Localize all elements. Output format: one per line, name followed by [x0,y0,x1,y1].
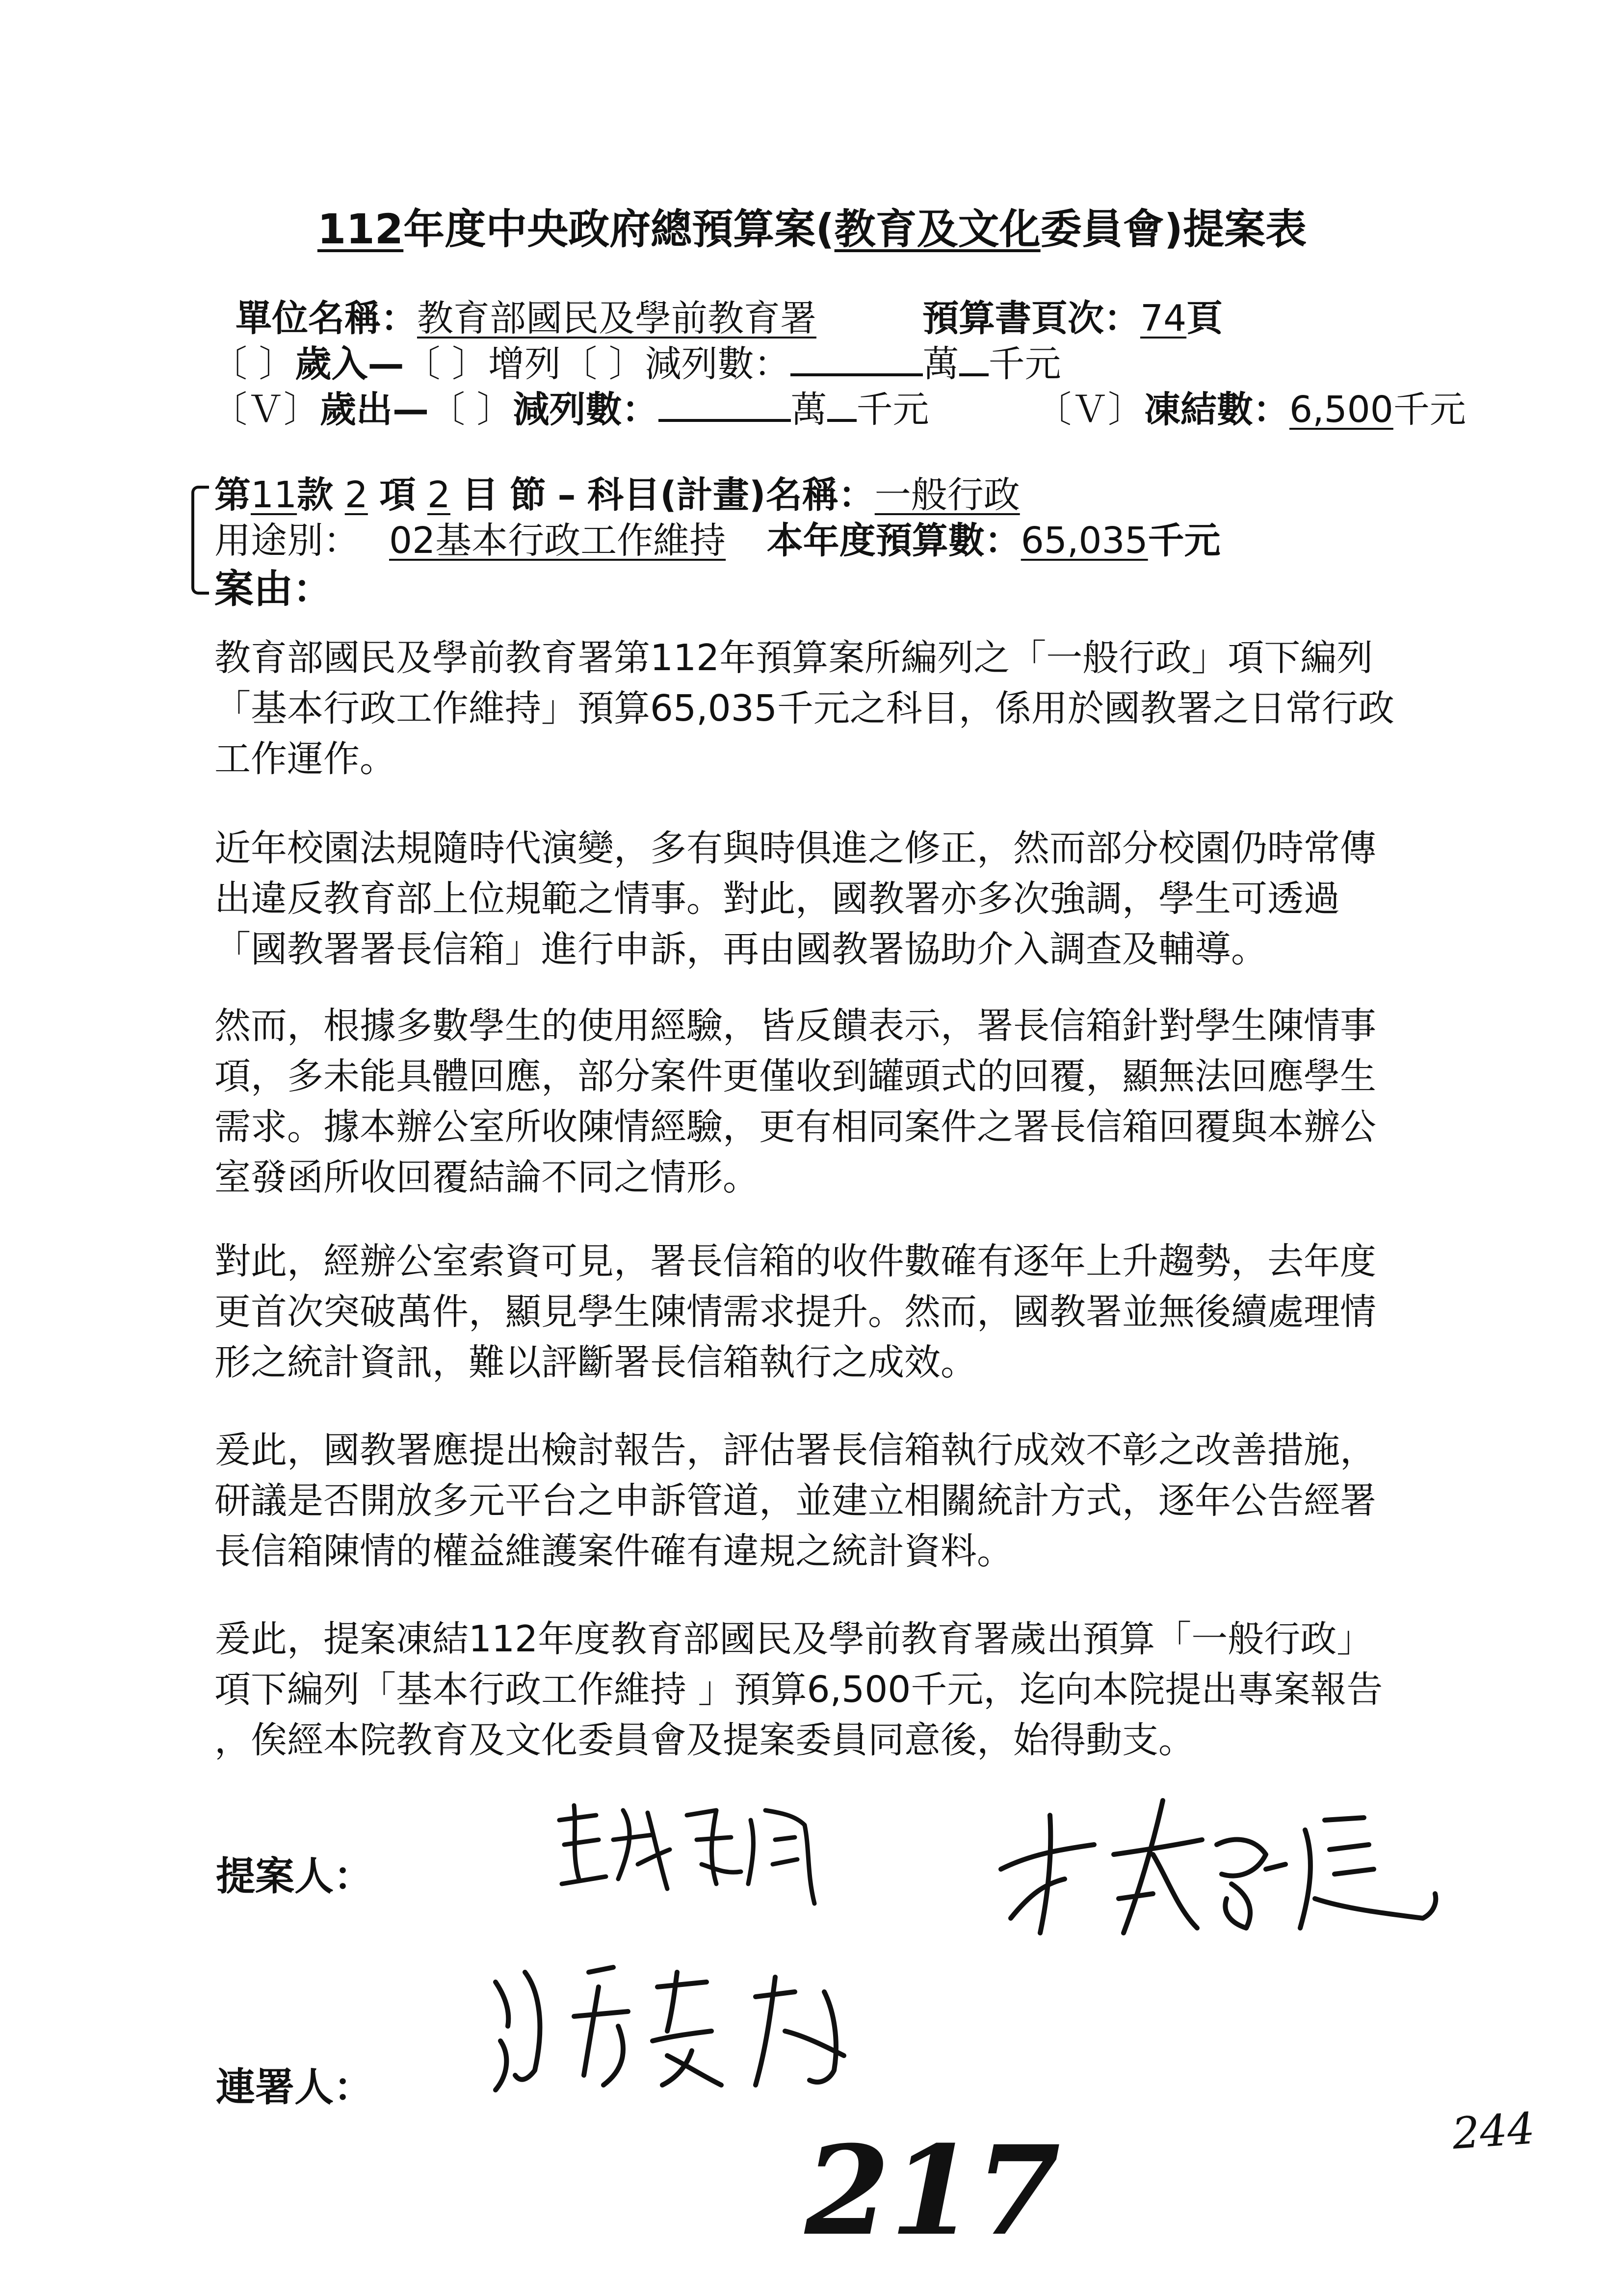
budget-label: 本年度預算數： [766,520,1021,562]
item-bracket [191,486,209,595]
usage-label: 用途別： [214,520,360,562]
unit-row [236,289,816,341]
unit-label: 單位名稱： [236,297,417,339]
item-dash: – [557,474,576,516]
proposer-label: 提案人： [216,1853,373,1899]
proposer-signature [550,1786,844,1913]
budget-unit: 千元 [1148,520,1221,562]
paragraph-6 [214,1614,1451,1766]
item-mu: 2 [427,474,450,516]
freeze-check: 〔Ｖ〕 [1035,389,1144,431]
title-year: 112 [317,205,404,253]
expense-qian-blank [827,389,857,422]
page-label: 預算書頁次： [922,297,1140,339]
expense-decrease-check: 〔 〕 [429,389,513,431]
paragraph-line: 近年校園法規隨時代演變，多有與時俱進之修正，然而部分校園仍時常傳 [214,827,1376,869]
paragraph-1 [214,633,1451,784]
paragraph-4 [214,1236,1451,1388]
revenue-decrease: 〔 〕減列數： [561,343,790,385]
title-part1: 年度中央政府總預算案( [403,205,835,253]
cosigner-signature-2 [481,1943,996,2100]
item-kuan-label: 款 [297,474,334,516]
revenue-row [211,335,1061,387]
freeze-value: 6,500 [1289,389,1393,431]
item-kuan: 11 [251,474,297,516]
subject-label: 科目(計畫)名稱： [587,474,875,516]
paragraph-line: 室發函所收回覆結論不同之情形。 [214,1156,759,1199]
item-xiang: 2 [344,474,368,516]
paragraph-line: 「基本行政工作維持」預算65,035千元之科目，係用於國教署之日常行政 [214,687,1394,730]
paragraph-3 [214,1001,1451,1203]
expense-decrease-label: 減列數： [513,389,658,431]
paragraph-line: ，俟經本院教育及文化委員會及提案委員同意後，始得動支。 [214,1719,1195,1761]
page-value: 74 [1140,297,1187,339]
freeze-label: 凍結數： [1144,389,1289,431]
revenue-qian-blank [959,343,989,376]
freeze-row [1035,381,1466,433]
revenue-label: 歲入— [295,343,404,385]
paragraph-line: 更首次突破萬件，顯見學生陳情需求提升。然而，國教署並無後續處理情 [214,1291,1376,1333]
paragraph-line: 工作運作。 [214,738,396,780]
revenue-wan: 萬 [922,343,959,385]
paragraph-2 [214,823,1451,975]
revenue-qianyuan: 千元 [988,343,1061,385]
paragraph-line: 教育部國民及學前教育署第112年預算案所編列之「一般行政」項下編列 [214,637,1373,679]
usage-row [214,512,1221,564]
revenue-check: 〔 〕 [211,343,295,385]
item-jie-label: 節 [510,474,547,516]
paragraph-line: 出違反教育部上位規範之情事。對此，國教署亦多次強調，學生可透過 [214,878,1340,920]
budget-value: 65,035 [1021,520,1148,562]
paragraph-line: 「國教署署長信箱」進行申訴，再由國教署協助介入調查及輔導。 [214,928,1267,970]
paragraph-5 [214,1425,1451,1577]
expense-check: 〔Ｖ〕 [211,389,320,431]
reason-label: 案由： [214,566,332,612]
expense-wan: 萬 [790,389,827,431]
reason-row [214,557,332,614]
usage-value: 02基本行政工作維持 [389,520,726,562]
item-row [214,466,1020,518]
paragraph-line: 形之統計資訊，難以評斷署長信箱執行之成效。 [214,1341,977,1383]
paragraph-line: 項下編列「基本行政工作維持 」預算6,500千元，迄向本院提出專案報告 [214,1669,1383,1711]
expense-row [211,381,929,433]
paragraph-line: 爰此，國教署應提出檢討報告，評估署長信箱執行成效不彰之改善措施， [214,1429,1376,1471]
item-di: 第 [214,474,251,516]
item-xiang-label: 項 [379,474,416,516]
paragraph-line: 對此，經辦公室索資可見，署長信箱的收件數確有逐年上升趨勢，去年度 [214,1240,1376,1282]
paragraph-line: 長信箱陳情的權益維護案件確有違規之統計資料。 [214,1530,1013,1572]
expense-amount-blank [658,389,791,422]
subject-value: 一般行政 [874,474,1020,516]
page-suffix: 頁 [1186,297,1223,339]
paragraph-line: 需求。據本辦公室所收陳情經驗，更有相同案件之署長信箱回覆與本辦公 [214,1106,1376,1148]
handwritten-number: 217 [805,2118,1061,2263]
cosigner-label: 連署人： [216,2064,373,2110]
paragraph-line: 然而，根據多數學生的使用經驗，皆反饋表示，署長信箱針對學生陳情事 [214,1005,1376,1047]
item-mu-label: 目 [462,474,498,516]
handwritten-page-mark: 244 [1450,2103,1537,2159]
revenue-increase: 〔 〕增列 [404,343,561,385]
expense-label: 歲出— [320,389,429,431]
title-committee: 教育及文化 [834,205,1041,253]
freeze-unit: 千元 [1393,389,1466,431]
paragraph-line: 爰此，提案凍結112年度教育部國民及學前教育署歲出預算「一般行政」 [214,1618,1373,1660]
page-row [922,289,1223,341]
title-part2: 委員會)提案表 [1040,205,1307,253]
page-title [0,196,1624,256]
paragraph-line: 項，多未能具體回應，部分案件更僅收到罐頭式的回覆，顯無法回應學生 [214,1055,1376,1097]
unit-value: 教育部國民及學前教育署 [417,297,816,339]
paragraph-line: 研議是否開放多元平台之申訴管道，並建立相關統計方式，逐年公告經署 [214,1480,1376,1522]
expense-qianyuan: 千元 [856,389,929,431]
cosigner-signature-1 [991,1771,1457,1982]
revenue-amount-blank [790,343,923,376]
